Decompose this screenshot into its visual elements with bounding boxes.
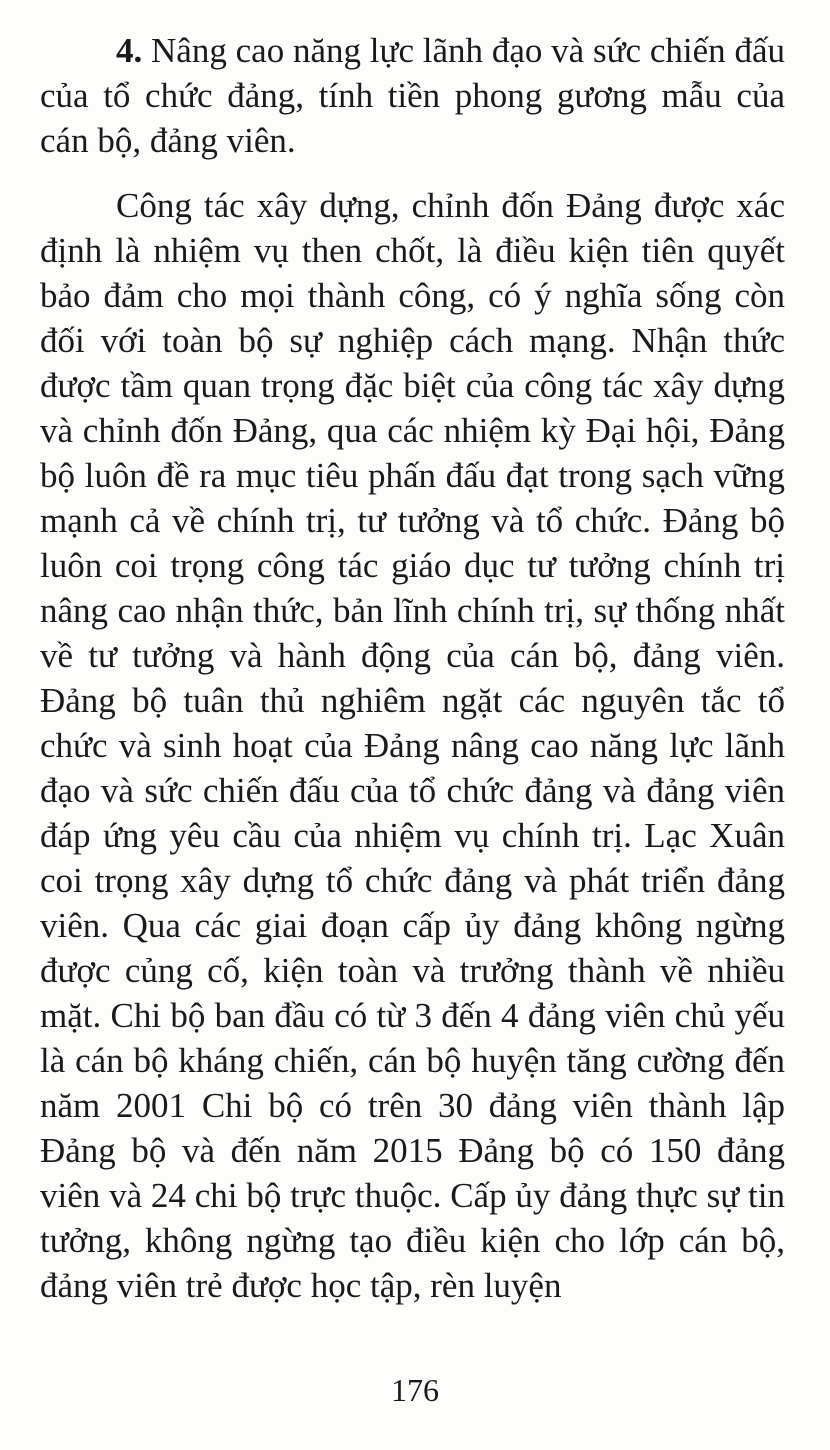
- page-content: [40, 28, 785, 1308]
- page-number: 176: [391, 1372, 439, 1408]
- section-heading: [40, 28, 785, 163]
- body-paragraph: Công tác xây dựng, chỉnh đốn Đảng được xác định là nhiệm vụ then chốt, là điều kiện tiên quyết bảo đảm cho mọi thành công, có ý nghĩa sống còn đối với toàn bộ sự nghiệp cách mạng. Nhận thức được tầm quan trọng đặc biệt của công tác xây dựng và chỉnh đốn Đảng, qua các nhiệm kỳ Đại hội, Đảng bộ luôn đề ra mục tiêu phấn đấu đạt trong sạch vững mạnh cả về chính trị, tư tưởng và tổ chức. Đảng bộ luôn coi trọng công tác giáo dục tư tưởng chính trị nâng cao nhận thức, bản lĩnh chính trị, sự thống nhất về tư tưởng và hành động của cán bộ, đảng viên. Đảng bộ tuân thủ nghiêm ngặt các nguyên tắc tổ chức và sinh hoạt của Đảng nâng cao năng lực lãnh đạo và sức chiến đấu của tổ chức đảng và đảng viên đáp ứng yêu cầu của nhiệm vụ chính trị. Lạc Xuân coi trọng xây dựng tổ chức đảng và phát triển đảng viên. Qua các giai đoạn cấp ủy đảng không ngừng được củng cố, kiện toàn và trưởng thành về nhiều mặt. Chi bộ ban đầu có từ 3 đến 4 đảng viên chủ yếu là cán bộ kháng chiến, cán bộ huyện tăng cường đến năm 2001 Chi bộ có trên 30 đảng viên thành lập Đảng bộ và đến năm 2015 Đảng bộ có 150 đảng viên và 24 chi bộ trực thuộc. Cấp ủy đảng thực sự tin tưởng, không ngừng tạo điều kiện cho lớp cán bộ, đảng viên trẻ được học tập, rèn luyện: [40, 186, 785, 1305]
- section-number: 4.: [116, 31, 143, 70]
- section-title: Nâng cao năng lực lãnh đạo và sức chiến đấu của tổ chức đảng, tính tiền phong gương mẫu của cán bộ, đảng viên.: [40, 31, 785, 160]
